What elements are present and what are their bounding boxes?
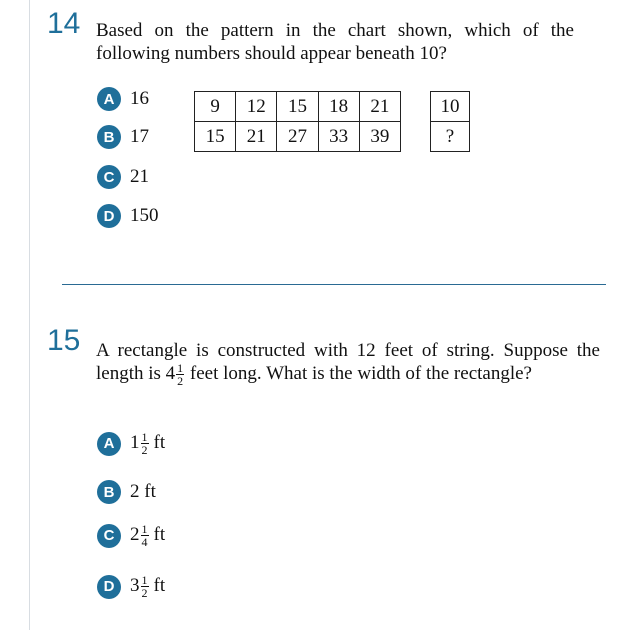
pattern-table-extra	[430, 91, 470, 152]
q14-choice-b[interactable]	[97, 125, 149, 149]
choice-c-badge: C	[97, 165, 121, 189]
table-cell: 18	[318, 92, 359, 122]
question-15-number: 15	[47, 324, 81, 357]
table-cell: 15	[277, 92, 318, 122]
question-14-number: 14	[47, 7, 81, 40]
table-row-bottom	[431, 122, 470, 152]
table-row-top	[195, 92, 401, 122]
question-15-stem	[96, 339, 600, 387]
table-cell: 9	[195, 92, 236, 122]
choice-c-badge: C	[97, 524, 121, 548]
choice-a-text: 16	[130, 88, 149, 109]
question-14-stem: Based on the pattern in the chart shown, which of the following numbers should appear beneath 10?	[96, 20, 574, 64]
q14-choice-c[interactable]	[97, 165, 149, 189]
q15-choice-a[interactable]	[97, 431, 165, 456]
q15-stem-after: feet long. What is the width of the rectangle?	[185, 363, 532, 384]
choice-a-badge: A	[97, 432, 121, 456]
q15-choice-c[interactable]	[97, 523, 165, 548]
table-cell: 39	[359, 122, 400, 152]
choice-d-badge: D	[97, 575, 121, 599]
q15-stem-fraction: $\frac{1}{2}$	[177, 361, 184, 389]
section-divider	[62, 284, 606, 285]
table-cell: 21	[236, 122, 277, 152]
choice-c-text: 2 $\frac{1}{4}$ ft	[130, 522, 166, 549]
pattern-table	[194, 91, 401, 152]
table-cell: 21	[359, 92, 400, 122]
table-cell: 10	[431, 92, 470, 122]
choice-d-text: 3 $\frac{1}{2}$ ft	[130, 573, 166, 600]
choice-b-badge: B	[97, 125, 121, 149]
choice-b-text: 17	[130, 126, 149, 147]
q14-choice-a[interactable]	[97, 87, 149, 111]
choice-b-badge: B	[97, 480, 121, 504]
choice-d-text: 150	[130, 205, 159, 226]
table-row-bottom	[195, 122, 401, 152]
table-row-top	[431, 92, 470, 122]
choice-a-badge: A	[97, 87, 121, 111]
table-cell: 12	[236, 92, 277, 122]
table-cell: ?	[431, 122, 470, 152]
choice-d-badge: D	[97, 204, 121, 228]
choice-c-text: 21	[130, 166, 149, 187]
q15-choice-b[interactable]	[97, 480, 156, 504]
left-margin-rule	[29, 0, 30, 630]
choice-a-text: 1 $\frac{1}{2}$ ft	[130, 430, 166, 457]
table-cell: 27	[277, 122, 318, 152]
q15-choice-d[interactable]	[97, 574, 165, 599]
choice-b-text: 2 ft	[130, 481, 156, 502]
q15-stem-before: A rectangle is constructed with 12 feet of string. Suppose the length is 4	[96, 340, 600, 384]
q14-choice-d[interactable]	[97, 204, 159, 228]
table-cell: 33	[318, 122, 359, 152]
table-cell: 15	[195, 122, 236, 152]
